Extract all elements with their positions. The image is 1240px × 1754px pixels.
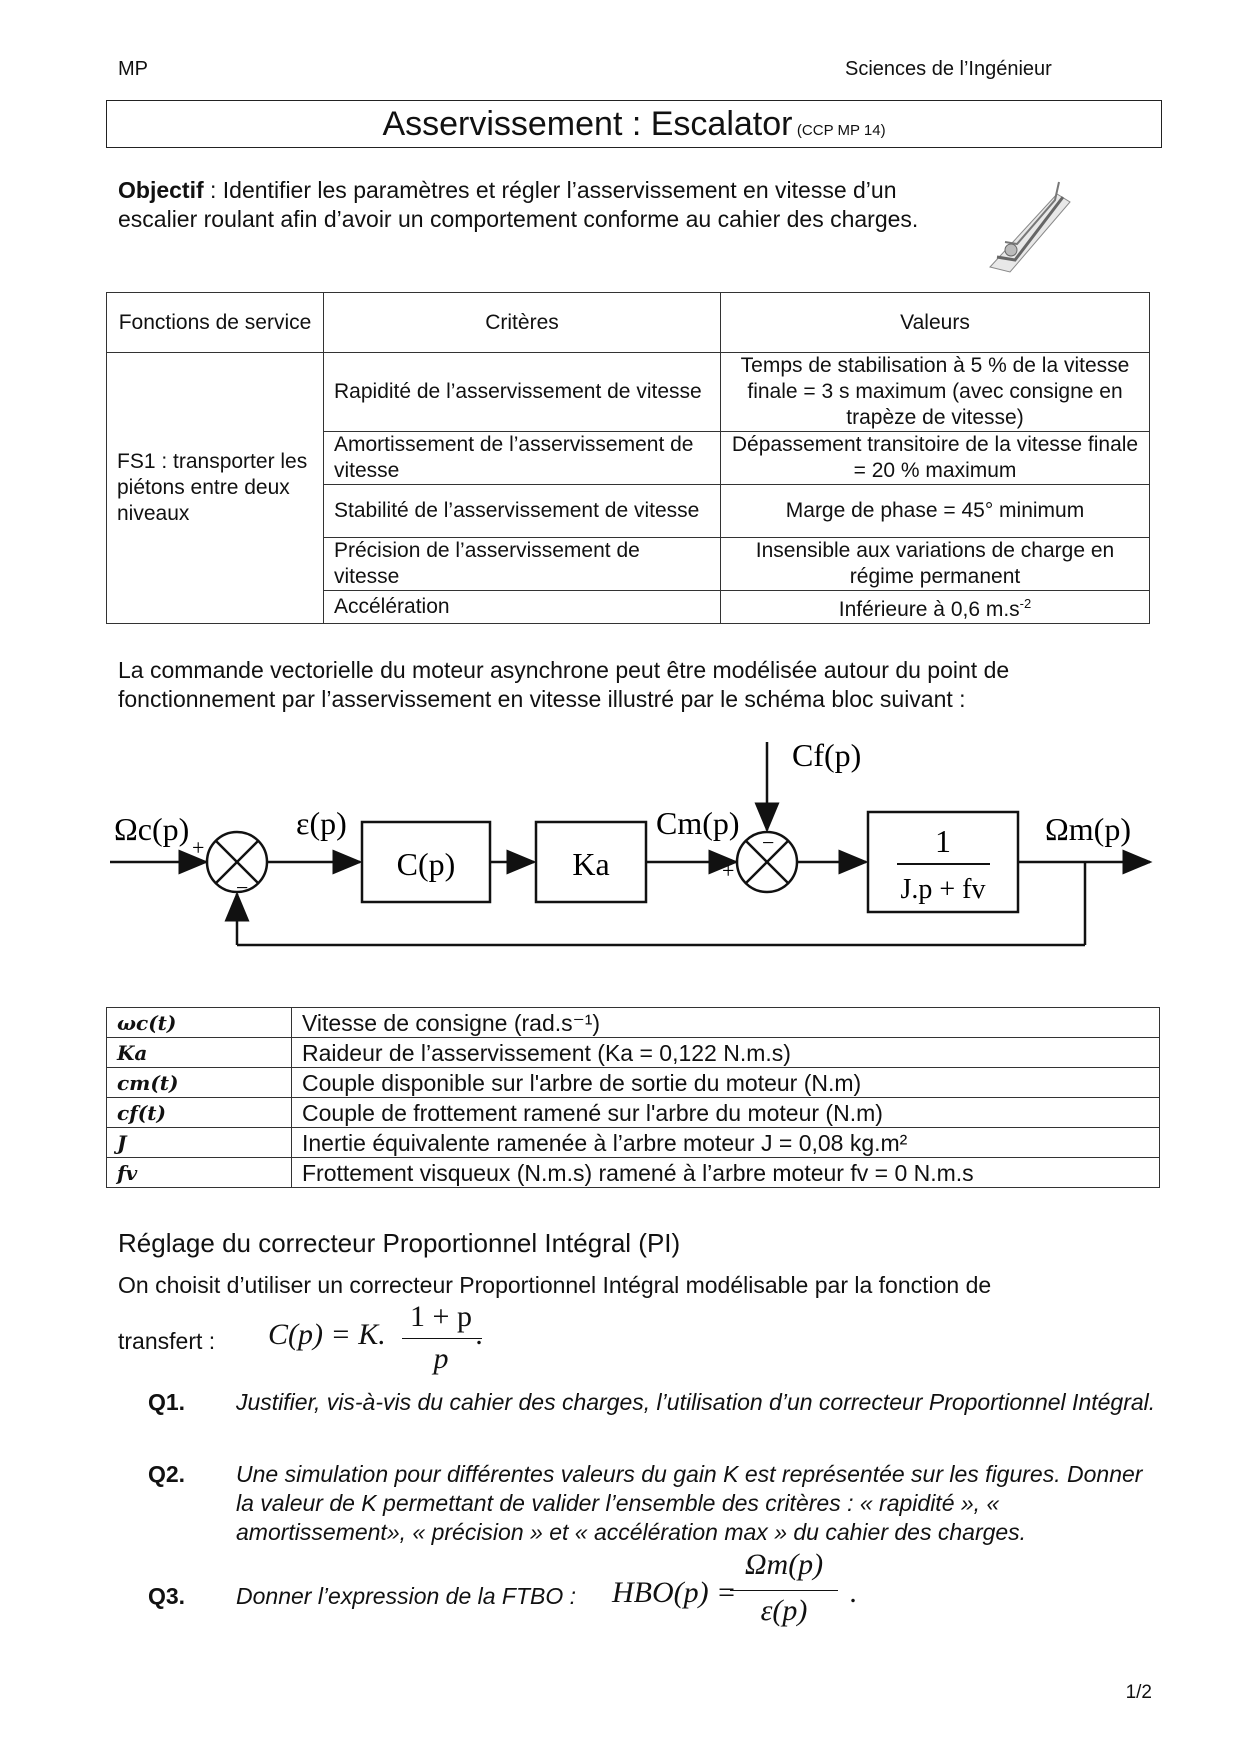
question-number: Q2. bbox=[148, 1461, 186, 1487]
variable-symbol: fv bbox=[107, 1158, 292, 1188]
variable-description: Frottement visqueux (N.m.s) ramené à l’arbre moteur fv = 0 N.m.s bbox=[292, 1158, 1160, 1188]
spec-value: Insensible aux variations de charge en régime permanent bbox=[721, 538, 1150, 591]
diagram-disturbance-label: Cf(p) bbox=[792, 737, 862, 773]
diagram-output-label: Ωm(p) bbox=[1045, 811, 1131, 847]
variable-symbol: cf(t) bbox=[107, 1098, 292, 1128]
formula-hbo-fraction-bar bbox=[730, 1590, 838, 1591]
spec-criterion: Accélération bbox=[324, 591, 721, 624]
variable-description: Raideur de l’asservissement (Ka = 0,122 N.m.s) bbox=[292, 1038, 1160, 1068]
spec-value: Dépassement transitoire de la vitesse finale = 20 % maximum bbox=[721, 432, 1150, 485]
page-title: Asservissement : Escalator bbox=[382, 105, 793, 143]
spec-function-fs1: FS1 : transporter les piétons entre deux niveaux bbox=[107, 353, 324, 624]
diagram-input-label: Ωc(p) bbox=[114, 811, 190, 847]
diagram-torque-label: Cm(p) bbox=[656, 805, 740, 841]
diagram-plant-numerator: 1 bbox=[935, 823, 951, 859]
objective-text: : Identifier les paramètres et régler l’asservissement en vitesse d’un escalier roulant afin d’avoir un comportement conforme au cahier des charges. bbox=[118, 177, 919, 232]
formula-hbo-left: HBO(p) = bbox=[612, 1576, 737, 1609]
title-box bbox=[106, 100, 1162, 148]
formula-hbo-numerator: Ωm(p) bbox=[744, 1548, 824, 1581]
spec-value: Marge de phase = 45° minimum bbox=[721, 485, 1150, 538]
transfer-label: transfert : bbox=[118, 1328, 216, 1354]
spec-header-values: Valeurs bbox=[721, 293, 1150, 353]
formula-hbo-denominator: ε(p) bbox=[760, 1594, 808, 1627]
formula-c-denominator: p bbox=[433, 1342, 449, 1375]
variables-table bbox=[106, 1007, 1160, 1188]
question-text: Donner l’expression de la FTBO : bbox=[236, 1583, 577, 1609]
block-diagram bbox=[110, 730, 1160, 960]
question-text: Justifier, vis-à-vis du cahier des charges, l’utilisation d’un correcteur Proportionnel Intégral. bbox=[236, 1389, 1156, 1415]
escalator-icon bbox=[985, 172, 1075, 277]
header-right: Sciences de l’Ingénieur bbox=[845, 58, 1052, 80]
formula-c-left: C(p) = K. bbox=[268, 1318, 386, 1351]
variable-symbol: ωc(t) bbox=[107, 1008, 292, 1038]
spec-criterion: Précision de l’asservissement de vitesse bbox=[324, 538, 721, 591]
variable-description: Inertie équivalente ramenée à l’arbre moteur J = 0,08 kg.m² bbox=[292, 1128, 1160, 1158]
variable-symbol: Ka bbox=[107, 1038, 292, 1068]
variable-symbol: J bbox=[107, 1128, 292, 1158]
diagram-plant-denominator: J.p + fv bbox=[900, 874, 986, 905]
variable-description: Vitesse de consigne (rad.s⁻¹) bbox=[292, 1008, 1160, 1038]
title-source: (CCP MP 14) bbox=[796, 122, 886, 139]
intro-paragraph: La commande vectorielle du moteur asynchrone peut être modélisée autour du point de fonctionnement par l’asservissement en vitesse illustré par le schéma bloc suivant : bbox=[118, 657, 1010, 712]
formula-c-numerator: 1 + p bbox=[410, 1300, 472, 1333]
objective-label: Objectif bbox=[118, 177, 204, 203]
spec-criterion: Amortissement de l’asservissement de vitesse bbox=[324, 432, 721, 485]
variable-description: Couple de frottement ramené sur l'arbre du moteur (N.m) bbox=[292, 1098, 1160, 1128]
variable-symbol: cm(t) bbox=[107, 1068, 292, 1098]
question-text: Une simulation pour différentes valeurs du gain K est représentée sur les figures. Donner la valeur de K permettant de valider l’ensemble des critères : « rapidité », « amortissement», « précision » et « accélération max » du cahier des charges. bbox=[236, 1461, 1143, 1545]
spec-criterion: Stabilité de l’asservissement de vitesse bbox=[324, 485, 721, 538]
spec-value: Inférieure à 0,6 $m.s^{-2}$ bbox=[721, 591, 1150, 624]
page-number: 1/2 bbox=[1125, 1682, 1152, 1703]
diagram-gain-block: Ka bbox=[572, 846, 610, 882]
spec-criterion: Rapidité de l’asservissement de vitesse bbox=[324, 353, 721, 432]
svg-text:+: + bbox=[722, 858, 735, 883]
header-left: MP bbox=[118, 58, 148, 80]
question-number: Q1. bbox=[148, 1389, 186, 1415]
section-paragraph: On choisit d’utiliser un correcteur Proportionnel Intégral modélisable par la fonction de bbox=[118, 1272, 992, 1298]
spec-header-function: Fonctions de service bbox=[107, 293, 324, 353]
formula-c-fraction-bar bbox=[402, 1338, 482, 1339]
spec-header-criteria: Critères bbox=[324, 293, 721, 353]
section-title: Réglage du correcteur Proportionnel Intégral (PI) bbox=[118, 1228, 681, 1258]
svg-text:−: − bbox=[236, 875, 249, 900]
diagram-error-label: ε(p) bbox=[296, 805, 347, 841]
spec-value: Temps de stabilisation à 5 % de la vitesse finale = 3 s maximum (avec consigne en trapèze de vitesse) bbox=[721, 353, 1150, 432]
objective bbox=[118, 176, 938, 234]
svg-text:+: + bbox=[192, 835, 205, 860]
variable-description: Couple disponible sur l'arbre de sortie du moteur (N.m) bbox=[292, 1068, 1160, 1098]
spec-table bbox=[106, 292, 1150, 624]
svg-text:−: − bbox=[762, 830, 775, 855]
diagram-corrector-block: C(p) bbox=[396, 846, 456, 882]
question-number: Q3. bbox=[148, 1583, 186, 1609]
